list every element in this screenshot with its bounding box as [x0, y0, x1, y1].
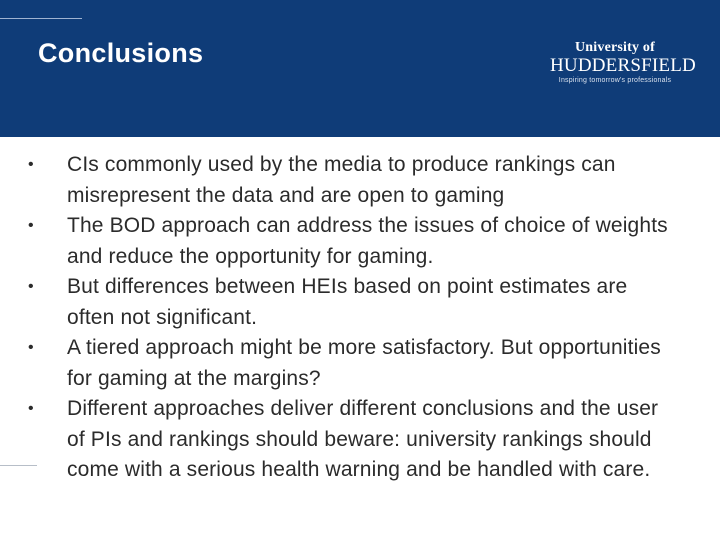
- bullet-marker: •: [28, 400, 34, 417]
- university-logo: [550, 40, 696, 90]
- header-rule: [0, 18, 82, 19]
- bullet-marker: •: [28, 156, 34, 173]
- bullet-item: [28, 272, 678, 333]
- bullet-text: A tiered approach might be more satisfactory. But opportunities for gaming at the margins?: [67, 336, 661, 390]
- bullet-text: But differences between HEIs based on point estimates are often not significant.: [67, 275, 628, 329]
- bullet-item: [28, 211, 678, 272]
- bullet-list: [28, 150, 678, 486]
- bullet-item: [28, 333, 678, 394]
- bullet-text: The BOD approach can address the issues of choice of weights and reduce the opportunity for gaming.: [67, 214, 668, 268]
- bullet-item: [28, 150, 678, 211]
- logo-line2: HUDDERSFIELD: [550, 55, 696, 76]
- bullet-marker: •: [28, 217, 34, 234]
- logo-tagline: Inspiring tomorrow's professionals: [558, 77, 672, 84]
- bullet-text: CIs commonly used by the media to produce rankings can misrepresent the data and are open to gaming: [67, 153, 616, 207]
- bullet-marker: •: [28, 278, 34, 295]
- bullet-marker: •: [28, 339, 34, 356]
- bullet-item: [28, 394, 678, 486]
- slide-header: [0, 0, 720, 137]
- bullet-text: Different approaches deliver different conclusions and the user of PIs and rankings should beware: university rankings should come with a serious health warning and be handled with care.: [67, 397, 659, 481]
- slide-title: Conclusions: [38, 38, 204, 68]
- logo-line1: University of: [575, 40, 655, 55]
- side-rule: [0, 465, 37, 466]
